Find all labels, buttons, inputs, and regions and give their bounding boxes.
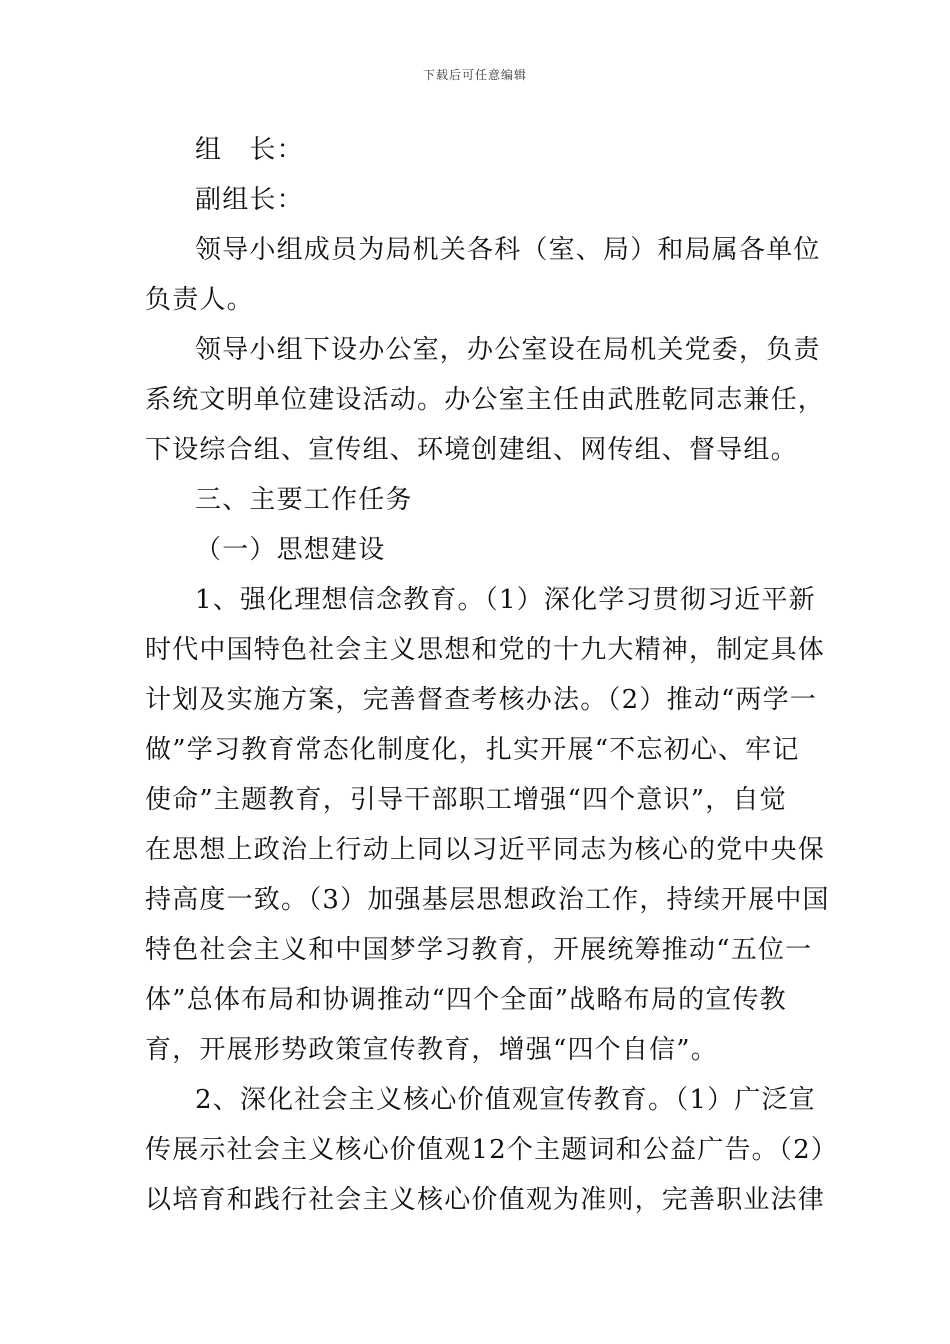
section-heading: 三、主要工作任务: [195, 485, 413, 515]
edit-note-header: 下载后可任意编辑: [422, 68, 527, 82]
text-line: 以培育和践行社会主义核心价值观为准则，完善职业法律: [145, 1185, 826, 1215]
text-line: 组 长：: [195, 135, 304, 165]
text-line: 做”学习教育常态化制度化，扎实开展“不忘初心、牢记: [145, 735, 800, 765]
text-line: 计划及实施方案，完善督查考核办法。（2）推动“两学一: [145, 685, 818, 715]
text-line: 负责人。: [145, 285, 254, 315]
text-line: 时代中国特色社会主义思想和党的十九大精神，制定具体: [145, 635, 826, 665]
text-line: 传展示社会主义核心价值观12个主题词和公益广告。（2）: [145, 1135, 839, 1165]
text-line: 领导小组下设办公室，办公室设在局机关党委，负责: [195, 335, 821, 365]
text-line: 1、强化理想信念教育。（1）深化学习贯彻习近平新: [195, 585, 816, 615]
text-line: 持高度一致。（3）加强基层思想政治工作，持续开展中国: [145, 885, 830, 915]
text-line: 特色社会主义和中国梦学习教育，开展统筹推动“五位一: [145, 935, 813, 965]
text-line: 系统文明单位建设活动。办公室主任由武胜乾同志兼任，: [145, 385, 826, 415]
text-line: 副组长：: [195, 185, 304, 215]
text-line: 使命”主题教育，引导干部职工增强“四个意识”，自觉: [145, 785, 787, 815]
text-line: 育，开展形势政策宣传教育，增强“四个自信”。: [145, 1035, 718, 1065]
text-line: 体”总体布局和协调推动“四个全面”战略布局的宣传教: [145, 985, 787, 1015]
text-line: 领导小组成员为局机关各科（室、局）和局属各单位: [195, 235, 821, 265]
text-line: 在思想上政治上行动上同以习近平同志为核心的党中央保: [145, 835, 826, 865]
subsection-heading: （一）思想建设: [195, 535, 386, 565]
text-line: 2、深化社会主义核心价值观宣传教育。（1）广泛宣: [195, 1085, 816, 1115]
text-line: 下设综合组、宣传组、环境创建组、网传组、督导组。: [145, 435, 798, 465]
